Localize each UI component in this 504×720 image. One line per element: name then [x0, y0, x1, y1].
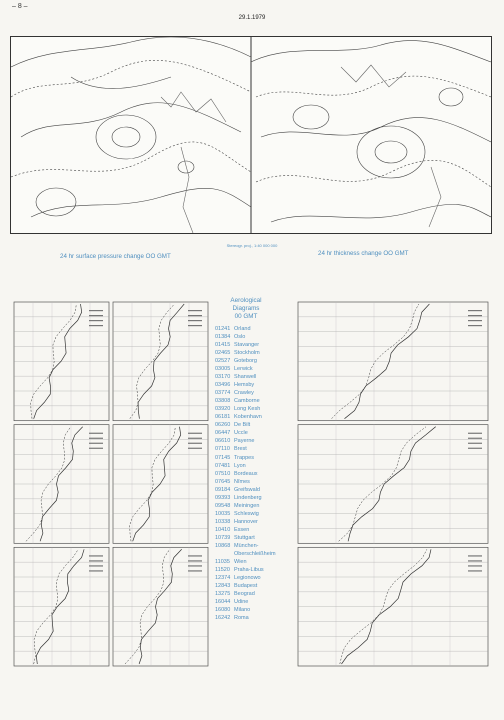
station-id: 13275 [215, 591, 231, 598]
station-name: Trappes [234, 454, 254, 461]
aerological-title [206, 297, 286, 321]
station-row [215, 518, 276, 526]
station-id: 06610 [215, 438, 231, 445]
weather-maps [10, 36, 492, 234]
station-id: 01384 [215, 334, 231, 341]
station-id: 07110 [215, 446, 230, 453]
station-id: 16080 [215, 607, 231, 614]
station-name: Payerne [234, 438, 255, 445]
station-id: 03496 [215, 382, 231, 389]
station-id: 09393 [215, 494, 231, 501]
station-id: 01241 [215, 326, 231, 332]
station-row [215, 574, 276, 582]
station-id: 10035 [215, 510, 231, 517]
station-name: Lerwick [234, 366, 253, 373]
station-id: 11520 [215, 566, 230, 573]
station-id: 09548 [215, 502, 231, 509]
station-row [215, 389, 276, 397]
station-name: Meiningen [234, 502, 260, 509]
aerological-diagram [298, 547, 488, 666]
station-row [215, 598, 276, 606]
station-id: 07145 [215, 454, 231, 461]
station-id: 06447 [215, 430, 231, 437]
station-name: Greifswald [234, 486, 260, 493]
station-row [215, 349, 276, 357]
surface-pressure-caption: 24 hr surface pressure change OO GMT [60, 253, 171, 260]
station-row [215, 373, 276, 381]
station-row [215, 325, 276, 333]
station-id: 03774 [215, 390, 231, 397]
projection-note: Stereogr. proj., 1:40 000 000 [226, 243, 278, 248]
aerological-diagram [14, 547, 109, 666]
station-row [215, 397, 276, 405]
aerological-diagram [298, 425, 488, 544]
station-row [215, 341, 276, 349]
station-name: Long Kesh [234, 406, 261, 413]
station-name: Goteborg [234, 358, 257, 365]
station-name: Lyon [234, 462, 246, 469]
surface-pressure-change-map [11, 37, 251, 233]
station-row [215, 614, 276, 622]
station-name: Lindenberg [234, 494, 262, 501]
station-name: Wien [234, 558, 247, 565]
aerological-diagram [14, 425, 109, 544]
station-row [215, 558, 276, 566]
station-id: 07481 [215, 462, 231, 469]
station-row [215, 590, 276, 598]
station-row [215, 550, 276, 558]
station-name: Oberschleißheim [234, 550, 276, 557]
station-id: 10739 [215, 534, 231, 541]
station-id: 11035 [215, 558, 230, 565]
station-row [215, 526, 276, 534]
aerological-diagrams-right [296, 300, 490, 668]
station-name: Orland [234, 326, 251, 332]
station-id: 03005 [215, 366, 231, 373]
station-name: Udine [234, 599, 249, 606]
aerological-title-line: 00 GMT [234, 313, 258, 320]
station-id: 03920 [215, 406, 231, 413]
station-row [215, 365, 276, 373]
station-id: 07510 [215, 470, 231, 477]
station-name: Brest [234, 446, 247, 453]
aerological-diagram [113, 425, 208, 544]
aerological-title-line: Diagrams [232, 305, 260, 312]
station-row [215, 494, 276, 502]
station-name: De Bilt [234, 422, 251, 429]
station-row [215, 405, 276, 413]
station-name: Shanwell [234, 374, 257, 381]
station-name: Hemsby [234, 382, 255, 389]
station-row [215, 502, 276, 510]
station-name: Budapest [234, 583, 258, 589]
aerological-diagram [298, 302, 488, 421]
aerological-diagram [113, 302, 208, 421]
station-name: Legionowo [234, 574, 261, 581]
station-id: 06181 [215, 414, 231, 421]
station-name: München- [234, 542, 259, 549]
station-name: Nîmes [234, 478, 250, 485]
station-id: 02465 [215, 350, 231, 357]
station-id: 10410 [215, 526, 231, 533]
station-name: Stockholm [234, 350, 260, 357]
station-row [215, 582, 276, 590]
station-id: 03808 [215, 398, 231, 405]
aerological-diagram [14, 302, 109, 421]
station-id: 06260 [215, 422, 231, 429]
station-row [215, 542, 276, 550]
aerological-title-line: Aerological [230, 297, 262, 304]
station-id: 09184 [215, 486, 231, 493]
station-id: 16242 [215, 615, 231, 622]
station-list [215, 325, 276, 622]
page-date: 29.1.1979 [238, 15, 266, 21]
station-name: Crawley [234, 390, 254, 397]
station-name: Stavanger [234, 342, 260, 349]
thickness-caption: 24 hr thickness change OO GMT [318, 250, 409, 257]
station-row [215, 413, 276, 421]
station-name: Schleswig [234, 510, 259, 517]
station-row [215, 421, 276, 429]
station-id: 03170 [215, 374, 231, 381]
station-id: 12374 [215, 574, 231, 581]
station-row [215, 478, 276, 486]
station-name: Camborne [234, 398, 260, 405]
station-name: Beograd [234, 591, 255, 598]
station-row [215, 606, 276, 614]
station-id: 10338 [215, 518, 231, 525]
station-row [215, 357, 276, 365]
station-name: Milano [234, 607, 251, 614]
station-row [215, 333, 276, 341]
station-row [215, 462, 276, 470]
station-name: Kobenhavn [234, 414, 262, 421]
station-id: 02527 [215, 358, 231, 365]
station-name: Roma [234, 615, 249, 622]
station-row [215, 486, 276, 494]
station-id: 10868 [215, 542, 231, 549]
station-name: Stuttgart [234, 534, 255, 541]
station-name: Praha-Libus [234, 566, 264, 573]
station-row [215, 534, 276, 542]
station-row [215, 454, 276, 462]
thickness-change-map [251, 40, 491, 227]
station-name: Oslo [234, 334, 246, 341]
station-row [215, 566, 276, 574]
station-row [215, 429, 276, 437]
station-row [215, 381, 276, 389]
aerological-diagram [113, 547, 208, 666]
station-row [215, 437, 276, 445]
station-name: Uccle [234, 430, 248, 437]
station-name: Hannover [234, 518, 258, 525]
station-id: 01415 [215, 342, 231, 349]
station-name: Bordeaux [234, 470, 258, 477]
station-row [215, 445, 276, 453]
station-name: Essen [234, 526, 250, 533]
page-number: – 8 – [12, 3, 28, 10]
aerological-diagrams-left [12, 300, 210, 668]
station-row [215, 470, 276, 478]
station-id: 07645 [215, 478, 231, 485]
station-id: 12843 [215, 583, 231, 589]
station-row [215, 510, 276, 518]
station-id: 16044 [215, 599, 231, 606]
